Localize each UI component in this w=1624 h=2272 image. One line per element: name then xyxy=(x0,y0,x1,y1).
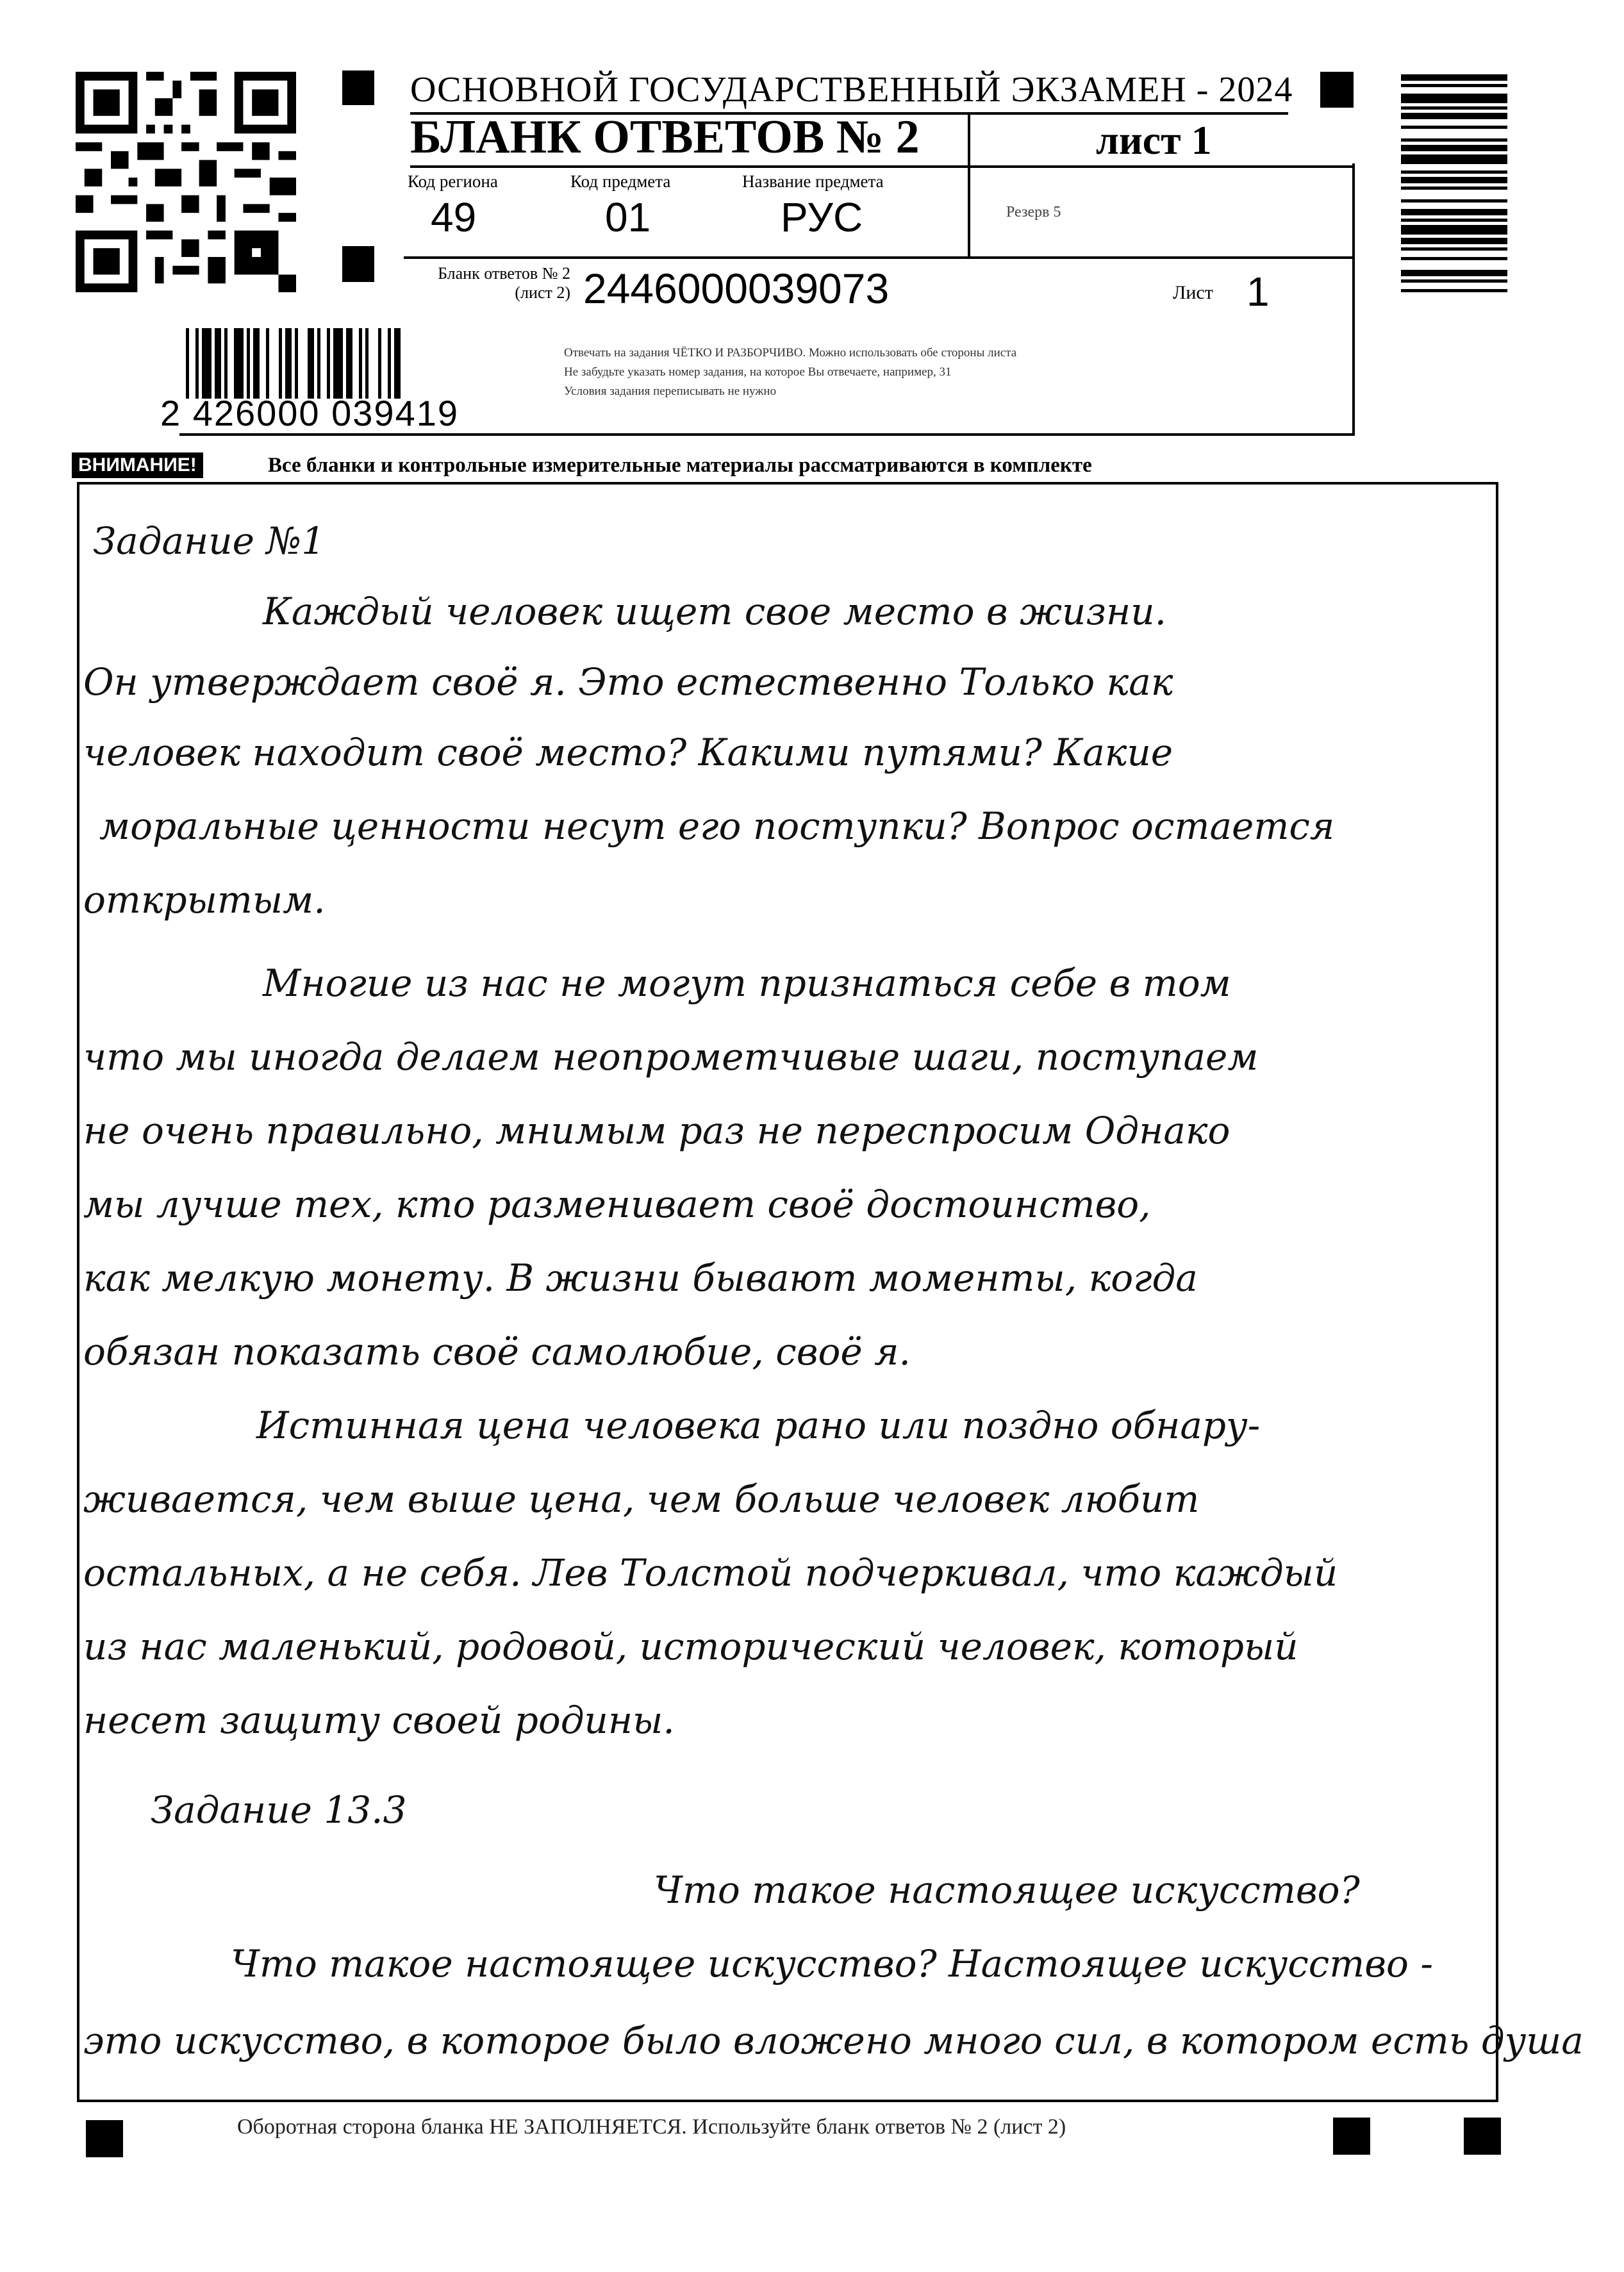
answer-line: моральные ценности несут его поступки? Вопрос остается xyxy=(99,804,1335,848)
answer-line: Истинная цена человека рано или поздно обнару- xyxy=(256,1404,1261,1447)
sheet-label: Лист xyxy=(1173,282,1213,303)
registration-marker-top-right xyxy=(1320,72,1354,108)
answer-line: остальных, а не себя. Лев Толстой подчеркивал, что каждый xyxy=(83,1551,1338,1595)
answer-line: что мы иногда делаем неопрометчивые шаги, поступаем xyxy=(83,1035,1259,1079)
answer-line: Каждый человек ищет свое место в жизни. xyxy=(263,590,1167,633)
region-value: 49 xyxy=(431,194,477,240)
answer-line: открытым. xyxy=(83,878,326,922)
answer-line: Многие из нас не могут признаться себе в том xyxy=(263,961,1231,1005)
barcode-digits: 2 426000 039419 xyxy=(160,393,459,433)
answer-line: Задание 13.3 xyxy=(151,1788,407,1832)
reserve-label: Резерв 5 xyxy=(1006,204,1061,220)
qr-code xyxy=(76,72,296,292)
instruction-line: Условия задания переписывать не нужно xyxy=(564,385,777,398)
answer-line: несет защиту своей родины. xyxy=(83,1698,675,1742)
header-divider xyxy=(968,114,970,258)
answer-line: Что такое настоящее искусство? Настоящее искусство - xyxy=(231,1942,1433,1986)
attention-text: Все бланки и контрольные измерительные материалы рассматриваются в комплекте xyxy=(268,454,1092,477)
registration-marker-bottom-mid xyxy=(1333,2118,1370,2155)
header-divider xyxy=(404,256,1352,259)
subject-name-value: РУС xyxy=(781,194,863,240)
answer-line: обязан показать своё самолюбие, своё я. xyxy=(83,1330,911,1373)
exam-title: ОСНОВНОЙ ГОСУДАРСТВЕННЫЙ ЭКЗАМЕН - 2024 xyxy=(410,70,1293,110)
footer-note: Оборотная сторона бланка НЕ ЗАПОЛНЯЕТСЯ. Используйте бланк ответов № 2 (лист 2) xyxy=(237,2115,1066,2139)
subject-code-value: 01 xyxy=(605,194,651,240)
answer-line: человек находит своё место? Какими путями? Какие xyxy=(83,731,1173,774)
answer-line: как мелкую монету. В жизни бывают моменты, когда xyxy=(83,1256,1198,1300)
instruction-line: Не забудьте указать номер задания, на которое Вы отвечаете, например, 31 xyxy=(564,365,952,379)
answer-line: Задание №1 xyxy=(93,519,326,563)
barcode-vertical xyxy=(1401,74,1507,446)
blank-label-line1: Бланк ответов № 2 xyxy=(438,264,570,283)
region-label: Код региона xyxy=(408,172,498,191)
subject-name-label: Название предмета xyxy=(742,172,884,191)
blank-number: 2446000039073 xyxy=(583,265,890,312)
sheet-number: 1 xyxy=(1247,269,1270,315)
answer-line: Что такое настоящее искусство? xyxy=(654,1868,1360,1912)
answer-line: мы лучше тех, кто разменивает своё достоинство, xyxy=(83,1182,1151,1226)
answer-line: из нас маленький, родовой, исторический человек, который xyxy=(83,1625,1298,1668)
registration-marker-mid-left xyxy=(342,246,374,282)
form-title: БЛАНК ОТВЕТОВ № 2 xyxy=(410,111,920,163)
instructions xyxy=(564,344,1016,401)
header-divider xyxy=(1352,163,1355,436)
answer-line: не очень правильно, мнимым раз не переспросим Однако xyxy=(83,1109,1230,1152)
answer-line: живается, чем выше цена, чем больше человек любит xyxy=(83,1477,1200,1521)
header-divider xyxy=(410,165,1352,168)
blank-label xyxy=(397,264,570,303)
registration-marker-bottom-left xyxy=(86,2120,123,2157)
subject-code-label: Код предмета xyxy=(570,172,671,191)
instruction-line: Отвечать на задания ЧЁТКО И РАЗБОРЧИВО. Можно использовать обе стороны листа xyxy=(564,346,1017,360)
blank-label-line2: (лист 2) xyxy=(515,283,570,302)
attention-badge: ВНИМАНИЕ! xyxy=(72,452,203,478)
barcode xyxy=(186,328,519,399)
sheet-title: лист 1 xyxy=(1096,117,1212,163)
registration-marker-top-left xyxy=(342,70,374,105)
answer-line: это искусство, в которое было вложено много сил, в котором есть душа xyxy=(83,2019,1584,2062)
answer-line: Он утверждает своё я. Это естественно Только как xyxy=(83,660,1173,704)
registration-marker-bottom-right xyxy=(1464,2118,1501,2155)
